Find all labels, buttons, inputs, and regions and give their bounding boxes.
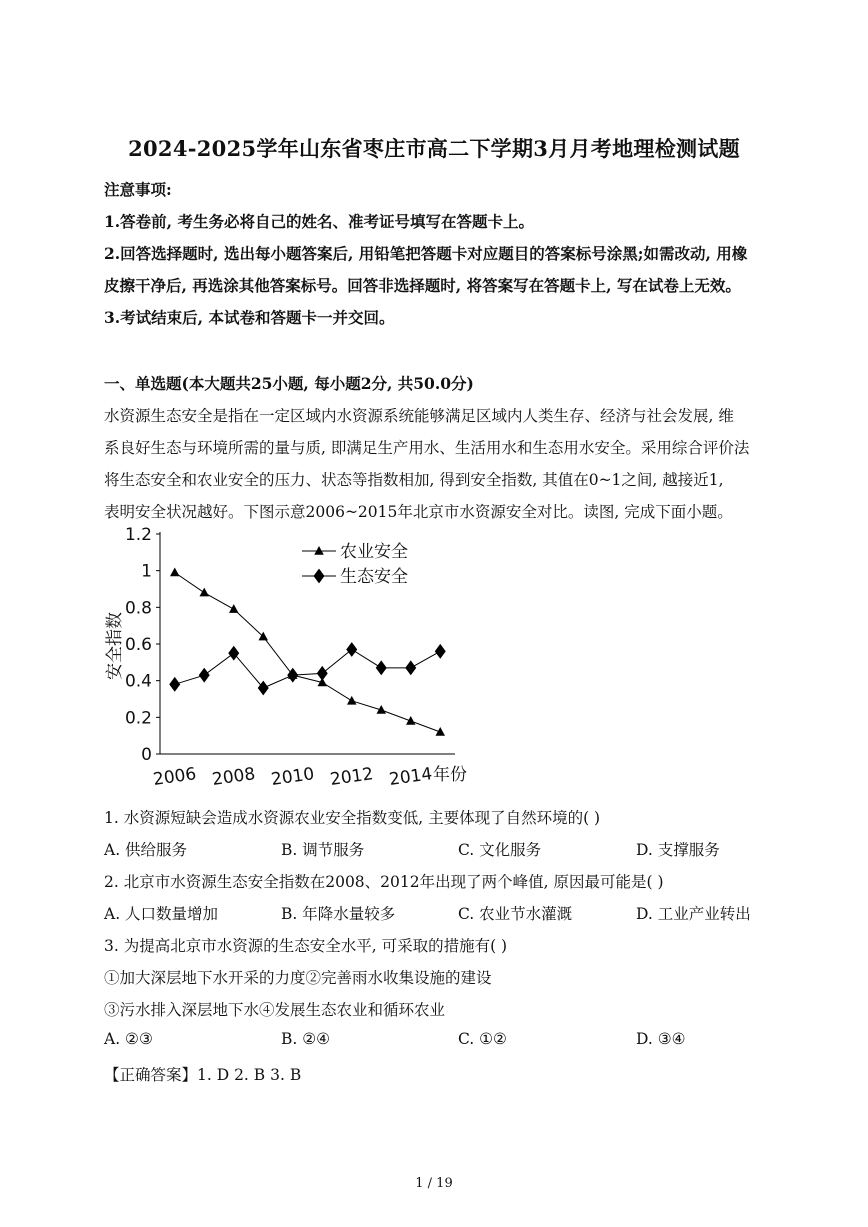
option-b: B. 调节服务 bbox=[281, 841, 365, 859]
notice-item: 1.答卷前, 考生务必将自己的姓名、准考证号填写在答题卡上。 bbox=[104, 212, 534, 231]
option-d: D. ③④ bbox=[636, 1030, 686, 1048]
option-a: A. 供给服务 bbox=[104, 841, 188, 859]
data-point-diamond bbox=[435, 644, 446, 659]
legend-marker-diamond bbox=[314, 569, 325, 584]
x-tick-label: 2008 bbox=[210, 764, 257, 790]
x-tick-label: 2006 bbox=[151, 764, 198, 790]
data-point-diamond bbox=[317, 666, 328, 681]
option-a: A. ②③ bbox=[104, 1030, 153, 1048]
question-stem: 2. 北京市水资源生态安全指数在2008、2012年出现了两个峰值, 原因最可能是( ) bbox=[104, 873, 664, 891]
question-statement: ③污水排入深层地下水④发展生态农业和循环农业 bbox=[104, 1001, 446, 1019]
option-c: C. 农业节水灌溉 bbox=[458, 905, 573, 923]
document-title: 2024-2025学年山东省枣庄市高二下学期3月月考地理检测试题 bbox=[128, 136, 740, 161]
y-tick-label: 1 bbox=[141, 561, 152, 582]
passage-line: 水资源生态安全是指在一定区域内水资源系统能够满足区域内人类生存、经济与社会发展, 维 bbox=[104, 407, 734, 425]
notice-item: 2.回答选择题时, 选出每小题答案后, 用铅笔把答题卡对应题目的答案标号涂黑;如需改动, 用橡 bbox=[104, 244, 748, 263]
data-point-triangle bbox=[436, 727, 446, 736]
y-tick-label: 0.4 bbox=[124, 671, 152, 692]
answer-key: 【正确答案】1. D 2. B 3. B bbox=[104, 1066, 302, 1084]
x-tick-label: 2014 bbox=[387, 764, 434, 790]
option-c: C. ①② bbox=[458, 1030, 507, 1048]
legend-label: 农业安全 bbox=[340, 542, 408, 562]
option-d: D. 支撑服务 bbox=[636, 841, 720, 859]
x-axis-label: 年份 bbox=[433, 765, 467, 785]
y-tick-label: 0.6 bbox=[124, 635, 152, 655]
series-line bbox=[175, 650, 441, 689]
data-point-diamond bbox=[346, 642, 357, 657]
option-b: B. 年降水量较多 bbox=[281, 905, 396, 923]
section-heading: 一、单选题(本大题共25小题, 每小题2分, 共50.0分) bbox=[104, 374, 474, 393]
question-stem: 3. 为提高北京市水资源的生态安全水平, 可采取的措施有( ) bbox=[104, 937, 508, 955]
question-stem: 1. 水资源短缺会造成水资源农业安全指数变低, 主要体现了自然环境的( ) bbox=[104, 809, 601, 827]
notice-heading: 注意事项: bbox=[104, 180, 172, 199]
legend-label: 生态安全 bbox=[340, 567, 408, 587]
data-point-triangle bbox=[347, 696, 357, 705]
y-tick-label: 0.2 bbox=[124, 708, 152, 729]
question-statement: ①加大深层地下水开采的力度②完善雨水收集设施的建设 bbox=[104, 969, 492, 987]
series-line bbox=[175, 573, 441, 733]
legend-marker-triangle bbox=[314, 546, 324, 555]
data-point-diamond bbox=[405, 660, 416, 675]
passage-line: 系良好生态与环境所需的量与质, 即满足生产用水、生活用水和生态用水安全。采用综合评价法 bbox=[104, 439, 750, 457]
x-tick-label: 2010 bbox=[269, 764, 316, 790]
page-number: 1 / 19 bbox=[415, 1176, 453, 1191]
y-axis-label: 安全指数 bbox=[105, 612, 125, 680]
y-tick-label: 0.8 bbox=[124, 598, 152, 619]
data-point-diamond bbox=[169, 677, 180, 692]
x-tick-label: 2012 bbox=[328, 764, 375, 790]
option-c: C. 文化服务 bbox=[458, 841, 542, 859]
option-d: D. 工业产业转出 bbox=[636, 905, 751, 923]
data-point-triangle bbox=[406, 716, 416, 725]
y-tick-label: 0 bbox=[141, 745, 152, 765]
notice-item: 皮擦干净后, 再选涂其他答案标号。回答非选择题时, 将答案写在答题卡上, 写在试卷上无效。 bbox=[104, 276, 741, 295]
data-point-triangle bbox=[229, 604, 239, 613]
notice-item: 3.考试结束后, 本试卷和答题卡一并交回。 bbox=[104, 308, 395, 327]
option-b: B. ②④ bbox=[281, 1030, 331, 1048]
passage-line: 表明安全状况越好。下图示意2006~2015年北京市水资源安全对比。读图, 完成下面小题。 bbox=[104, 503, 733, 521]
passage-line: 将生态安全和农业安全的压力、状态等指数相加, 得到安全指数, 其值在0~1之间, 越接近1, bbox=[104, 471, 724, 489]
option-a: A. 人口数量增加 bbox=[104, 905, 219, 923]
water-safety-line-chart bbox=[100, 522, 480, 792]
data-point-triangle bbox=[200, 588, 210, 597]
data-point-diamond bbox=[376, 660, 387, 675]
data-point-diamond bbox=[199, 668, 210, 683]
data-point-triangle bbox=[170, 568, 180, 577]
y-tick-label: 1.2 bbox=[124, 525, 152, 545]
